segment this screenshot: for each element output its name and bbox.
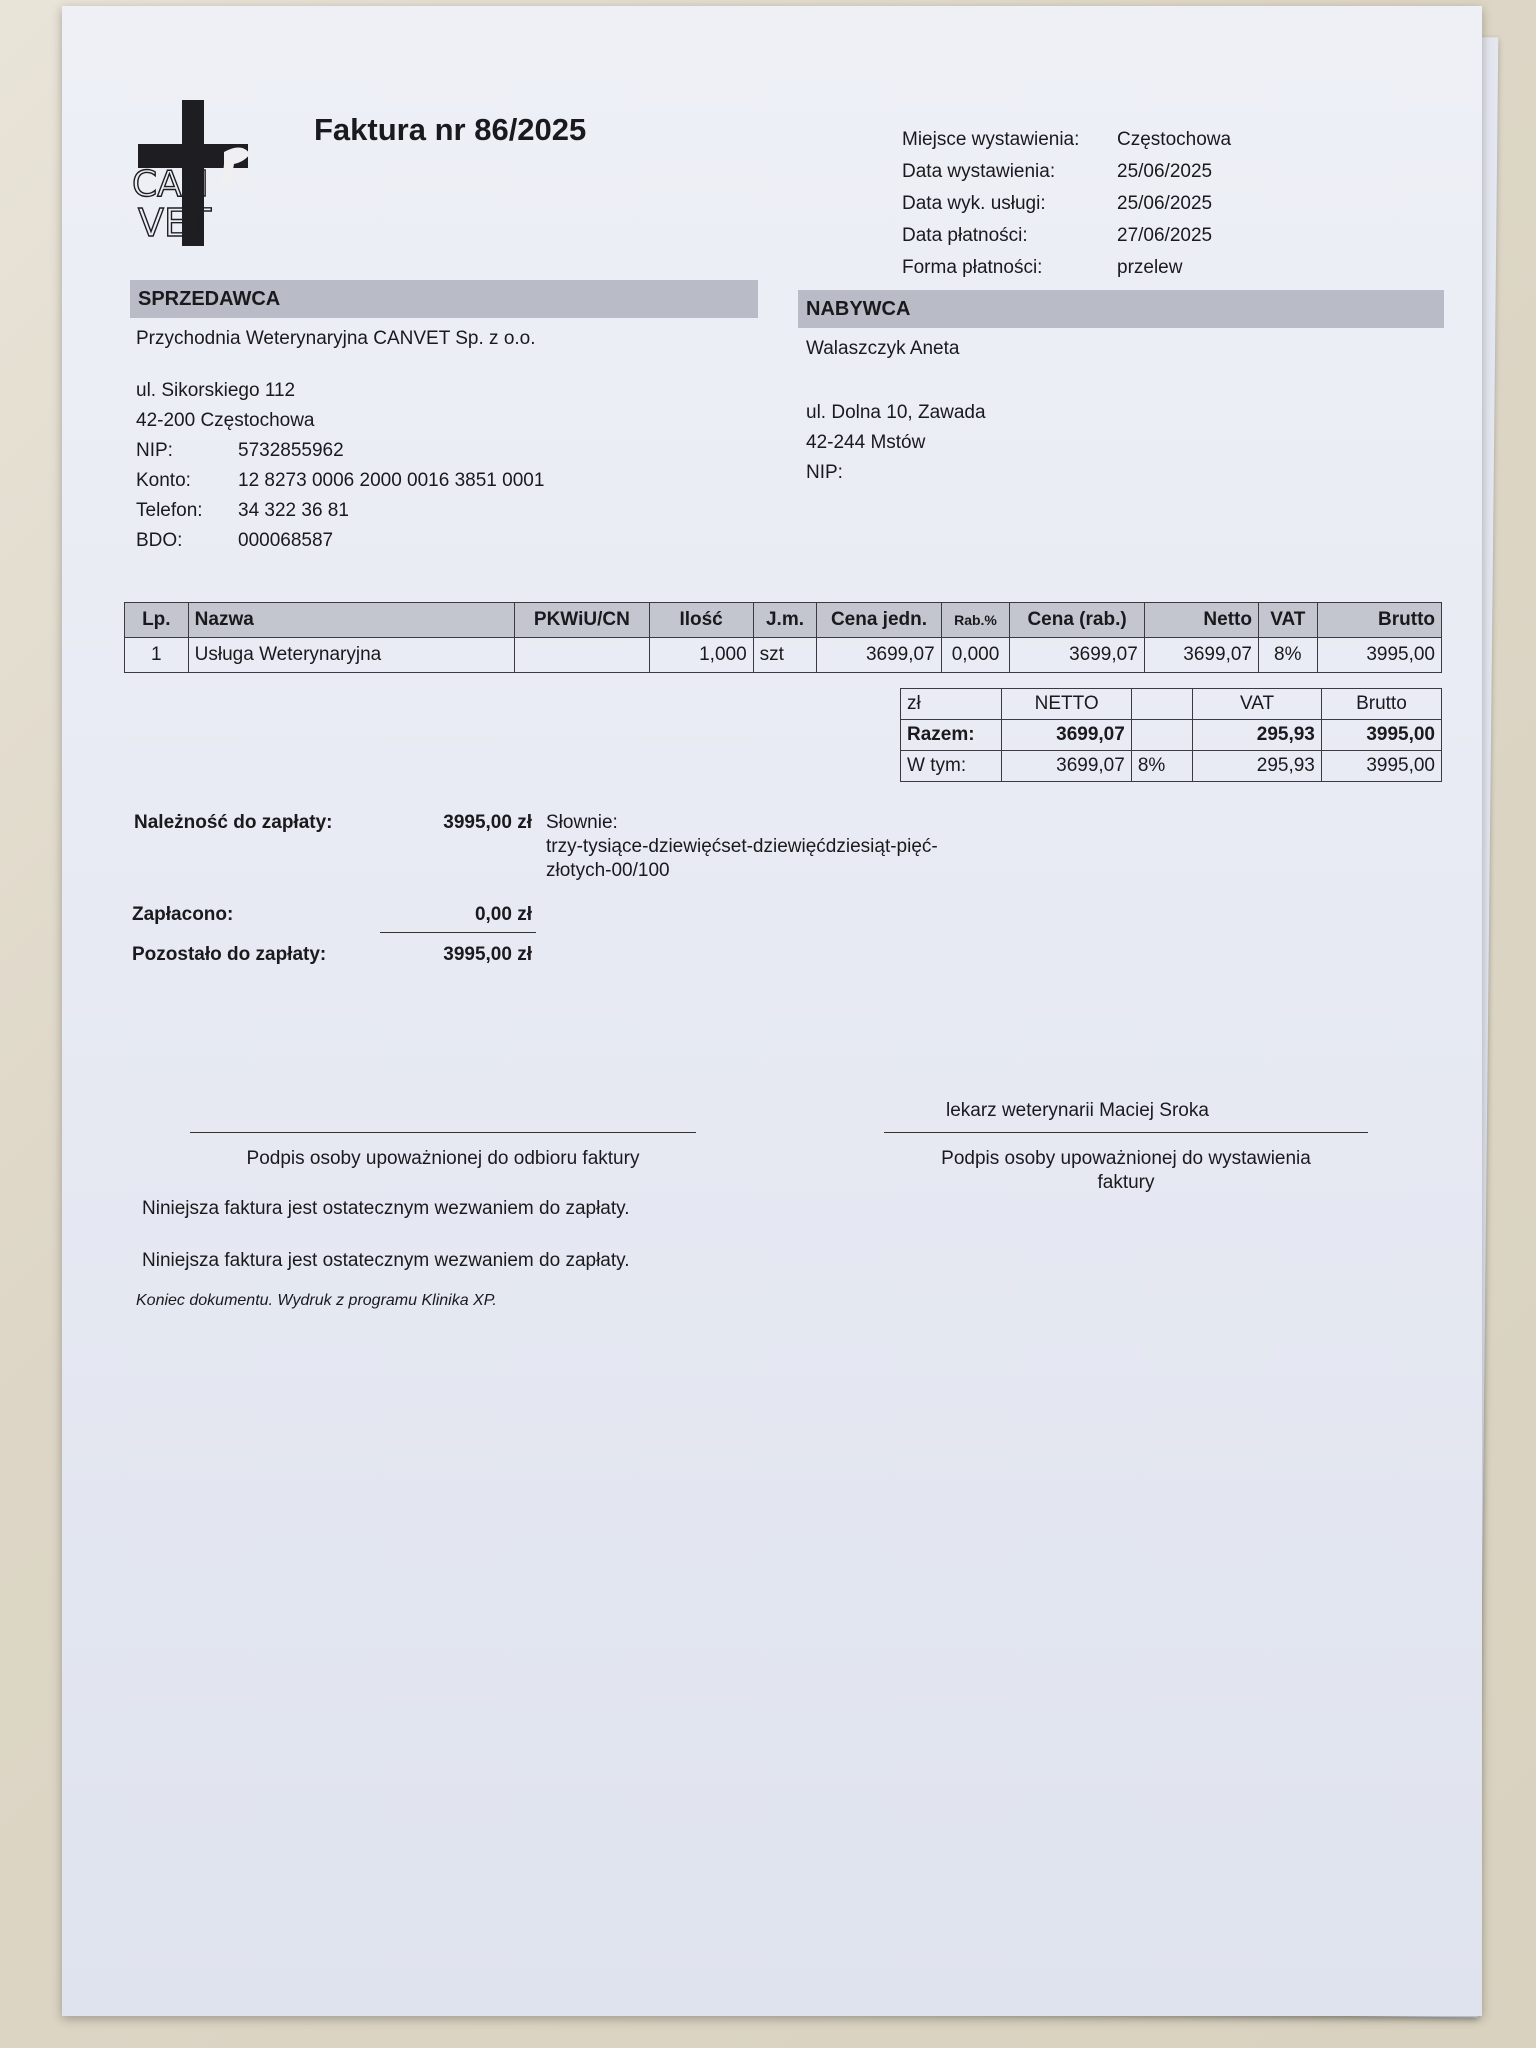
cell: 1 [125, 638, 189, 673]
buyer-heading: NABYWCA [798, 290, 1444, 328]
receiver-caption: Podpis osoby upoważnionej do odbioru faktury [246, 1148, 640, 1169]
words-line1: trzy-tysiące-dziewięćset-dziewięćdziesiąt-pięć- [546, 836, 938, 857]
seller-field-label: BDO: [136, 530, 183, 551]
issuer-caption-line1: Podpis osoby upoważnionej do wystawienia [941, 1148, 1311, 1169]
col-header: Rab.% [941, 603, 1010, 638]
col-header: Ilość [649, 603, 753, 638]
meta-label: Data wyk. usługi: [902, 193, 1046, 214]
seller-name: Przychodnia Weterynaryjna CANVET Sp. z o.o. [136, 328, 536, 349]
cell: 295,93 [1193, 720, 1322, 751]
meta-label: Forma płatności: [902, 257, 1043, 278]
cell: 0,000 [941, 638, 1010, 673]
svg-text:VET: VET [138, 201, 212, 245]
cell: zł [901, 689, 1002, 720]
seller-city: 42-200 Częstochowa [136, 410, 315, 431]
cell: 8% [1131, 751, 1192, 782]
cell: 295,93 [1193, 751, 1322, 782]
summary-breakdown-row [901, 751, 1442, 782]
col-header: PKWiU/CN [515, 603, 649, 638]
meta-label: Miejsce wystawienia: [902, 129, 1080, 150]
cell: 3699,07 [1002, 720, 1131, 751]
seller-nip: 5732855962 [238, 440, 344, 461]
canvet-logo [128, 96, 288, 246]
paid-label: Zapłacono: [132, 904, 234, 925]
due-label: Należność do zapłaty: [134, 812, 333, 833]
paid-value: 0,00 zł [474, 904, 532, 925]
meta-value: przelew [1117, 257, 1183, 278]
cell: 3699,07 [817, 638, 941, 673]
cell: 8% [1258, 638, 1317, 673]
svg-text:CAN: CAN [132, 164, 209, 205]
cell: Razem: [901, 720, 1002, 751]
meta-label: Data płatności: [902, 225, 1028, 246]
buyer-name: Walaszczyk Aneta [806, 338, 960, 359]
items-header-row [125, 603, 1442, 638]
seller-field-label: Telefon: [136, 500, 203, 521]
meta-value: 27/06/2025 [1117, 225, 1213, 246]
paid-underline [380, 932, 536, 933]
remaining-label: Pozostało do zapłaty: [132, 944, 327, 965]
buyer-nip-label: NIP: [806, 462, 843, 483]
cell: szt [753, 638, 817, 673]
seller-account: 12 8273 0006 2000 0016 3851 0001 [238, 470, 545, 491]
items-table [124, 602, 1442, 673]
cell: 3995,00 [1321, 751, 1441, 782]
remaining-value: 3995,00 zł [443, 944, 532, 965]
summary-header-row [901, 689, 1442, 720]
col-header: J.m. [753, 603, 817, 638]
cross-dog-icon [128, 96, 288, 246]
summary-total-row [901, 720, 1442, 751]
seller-bdo: 000068587 [238, 530, 334, 551]
meta-value: Częstochowa [1117, 129, 1232, 150]
cell: 1,000 [649, 638, 753, 673]
seller-field-label: NIP: [136, 440, 173, 461]
cell: Brutto [1321, 689, 1441, 720]
col-header: Brutto [1317, 603, 1441, 638]
meta-label: Data wystawienia: [902, 161, 1056, 182]
col-header: Cena jedn. [817, 603, 941, 638]
col-header: Cena (rab.) [1010, 603, 1144, 638]
cell [1131, 689, 1192, 720]
seller-heading: SPRZEDAWCA [130, 280, 758, 318]
buyer-block [806, 334, 986, 488]
col-header: VAT [1258, 603, 1317, 638]
meta-value: 25/06/2025 [1117, 161, 1213, 182]
invoice-meta [902, 124, 1231, 284]
cell: VAT [1193, 689, 1322, 720]
summary-table [900, 688, 1442, 782]
table-row [125, 638, 1442, 673]
cell: 3699,07 [1010, 638, 1144, 673]
cell: 3699,07 [1144, 638, 1258, 673]
receiver-signature-line [190, 1132, 696, 1133]
issuer-signature-line [884, 1132, 1368, 1133]
due-value: 3995,00 zł [443, 812, 532, 833]
cell: W tym: [901, 751, 1002, 782]
col-header: Lp. [125, 603, 189, 638]
cell: 3995,00 [1317, 638, 1441, 673]
cell: NETTO [1002, 689, 1131, 720]
cell [515, 638, 649, 673]
buyer-street: ul. Dolna 10, Zawada [806, 402, 986, 423]
cell [1131, 720, 1192, 751]
seller-street: ul. Sikorskiego 112 [136, 380, 296, 401]
notice-2: Niniejsza faktura jest ostatecznym wezwaniem do zapłaty. [142, 1250, 630, 1271]
col-header: Netto [1144, 603, 1258, 638]
words-line2: złotych-00/100 [546, 860, 670, 881]
col-header: Nazwa [188, 603, 514, 638]
meta-value: 25/06/2025 [1117, 193, 1213, 214]
cell: 3995,00 [1321, 720, 1441, 751]
seller-phone: 34 322 36 81 [238, 500, 349, 521]
buyer-city: 42-244 Mstów [806, 432, 926, 453]
issuer-caption-line2: faktury [1097, 1172, 1155, 1193]
invoice-sheet [62, 6, 1482, 2016]
cell: Usługa Weterynaryjna [188, 638, 514, 673]
invoice-title: Faktura nr 86/2025 [314, 112, 587, 147]
words-label: Słownie: [546, 812, 618, 833]
seller-field-label: Konto: [136, 470, 191, 491]
notice-1: Niniejsza faktura jest ostatecznym wezwaniem do zapłaty. [142, 1198, 630, 1219]
footer-note: Koniec dokumentu. Wydruk z programu Klinika XP. [136, 1292, 497, 1309]
issuer-name: lekarz weterynarii Maciej Sroka [946, 1100, 1209, 1121]
cell: 3699,07 [1002, 751, 1131, 782]
seller-block [136, 324, 544, 556]
